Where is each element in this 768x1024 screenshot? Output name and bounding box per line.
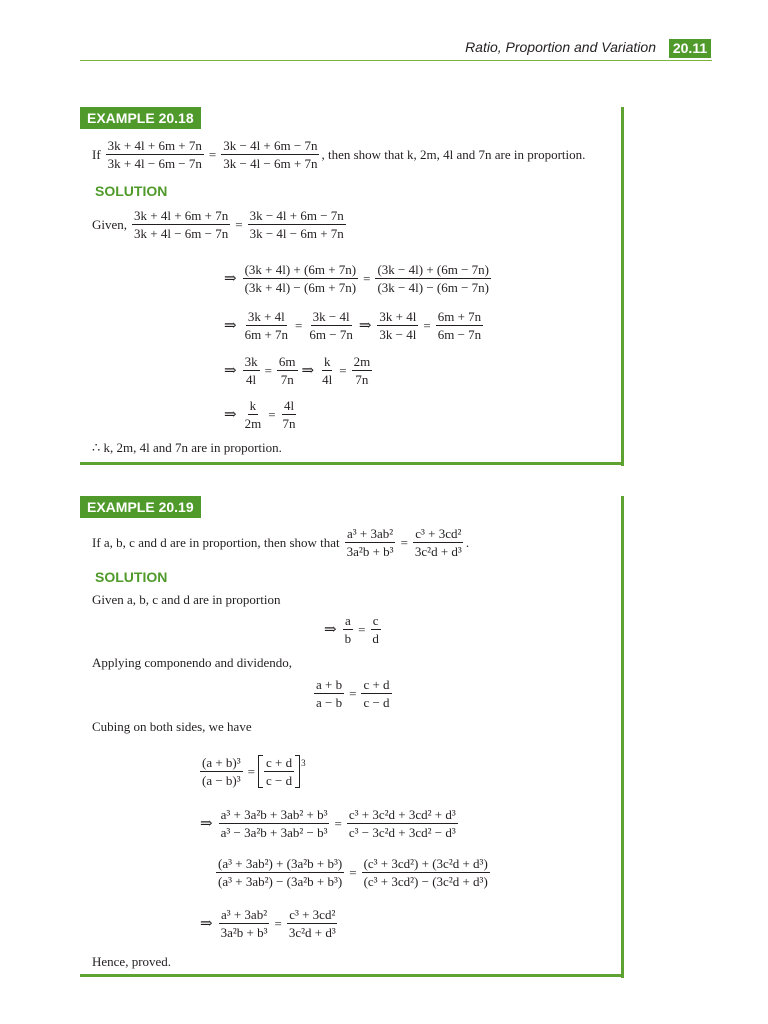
fraction — [264, 754, 294, 789]
numerator: 3k — [244, 354, 258, 369]
numerator: a³ + 3a²b + 3ab² + b³ — [220, 807, 328, 822]
numerator: (c³ + 3cd²) + (3c²d + d³) — [363, 856, 488, 871]
numerator: 3k − 4l + 6m − 7n — [249, 208, 344, 223]
fraction — [320, 353, 334, 388]
page-header — [0, 0, 768, 70]
fraction — [277, 353, 298, 388]
fraction — [307, 308, 354, 343]
implies-symbol: ⇒ — [224, 407, 237, 423]
denominator: (3k + 4l) − (6m + 7n) — [244, 280, 357, 295]
numerator: a³ + 3ab² — [220, 907, 268, 922]
step-expand — [198, 806, 460, 841]
denominator: 4l — [322, 372, 333, 387]
denominator: 6m − 7n — [309, 327, 353, 342]
equals-sign: = — [208, 146, 217, 162]
step-proportion — [322, 612, 383, 647]
cubing-text: Cubing on both sides, we have — [92, 719, 252, 734]
denominator: a − b — [316, 695, 343, 710]
numerator: 3k − 4l + 6m − 7n — [223, 138, 318, 153]
page-number: 20.11 — [669, 39, 711, 58]
numerator: a + b — [316, 677, 343, 692]
step-final — [198, 906, 340, 941]
implies-symbol: ⇒ — [324, 622, 337, 638]
numerator: k — [249, 398, 257, 413]
exponent: 3 — [301, 758, 306, 768]
denominator: 2m — [244, 416, 262, 431]
equals-sign: = — [349, 864, 357, 880]
denominator: (a³ + 3ab²) − (3a²b + b³) — [218, 874, 343, 889]
step-given — [92, 207, 348, 242]
equals-sign: = — [264, 362, 272, 378]
fraction — [436, 308, 483, 343]
step-result — [222, 397, 300, 432]
solution-heading: SOLUTION — [95, 569, 168, 585]
fraction — [132, 207, 230, 242]
fraction — [343, 612, 354, 647]
numerator: k — [323, 354, 331, 369]
numerator: 3k − 4l — [312, 309, 350, 324]
numerator: 2m — [353, 354, 371, 369]
fraction — [243, 261, 359, 296]
fraction — [281, 397, 298, 432]
implies-symbol: ⇒ — [200, 916, 213, 932]
equals-sign: = — [274, 915, 282, 931]
fraction — [221, 137, 319, 172]
denominator: 3c²d + d³ — [414, 544, 462, 559]
step-componendo — [222, 261, 493, 296]
denominator: 3k − 4l — [379, 327, 417, 342]
example-box-right-border — [621, 496, 624, 978]
equals-sign: = — [349, 685, 357, 701]
problem-tail: , then show that k, 2m, 4l and 7n are in proportion. — [321, 146, 586, 162]
fraction — [219, 806, 330, 841]
denominator: c − d — [266, 773, 293, 788]
implies-symbol: ⇒ — [224, 318, 237, 334]
fraction — [347, 806, 458, 841]
denominator: 7n — [282, 416, 296, 431]
denominator: 3k + 4l − 6m − 7n — [107, 156, 202, 171]
equals-sign: = — [358, 621, 366, 637]
fraction — [219, 906, 270, 941]
fraction — [413, 525, 464, 560]
problem-statement — [92, 137, 585, 172]
equals-sign: = — [268, 406, 276, 422]
example-box-bottom-border — [80, 462, 624, 465]
denominator: b — [344, 631, 352, 646]
numerator: 4l — [283, 398, 295, 413]
numerator: 3k + 4l — [379, 309, 417, 324]
denominator: 3k − 4l − 6m + 7n — [249, 226, 344, 241]
step-cube — [198, 754, 306, 789]
header-rule — [80, 60, 712, 61]
numerator: (3k + 4l) + (6m + 7n) — [244, 262, 357, 277]
example-label: EXAMPLE 20.18 — [80, 107, 201, 129]
implies-symbol: ⇒ — [358, 318, 372, 334]
implies-symbol: ⇒ — [224, 271, 237, 287]
fraction — [200, 754, 243, 789]
step-alternendo — [222, 353, 374, 388]
denominator: d — [372, 631, 379, 646]
implies-symbol: ⇒ — [301, 363, 315, 379]
hence-proved: Hence, proved. — [92, 954, 172, 969]
equals-sign: = — [423, 317, 431, 333]
bracket-group — [258, 754, 300, 789]
componendo-text: Applying componendo and dividendo, — [92, 655, 293, 670]
fraction — [243, 308, 290, 343]
denominator: 6m − 7n — [437, 327, 482, 342]
fraction — [243, 353, 260, 388]
fraction — [216, 855, 344, 890]
fraction — [314, 676, 344, 711]
step-group — [214, 855, 492, 890]
conclusion: ∴ k, 2m, 4l and 7n are in proportion. — [92, 440, 282, 455]
denominator: (c³ + 3cd²) − (3c²d + d³) — [363, 874, 488, 889]
numerator: c — [372, 613, 379, 628]
numerator: 6m — [278, 354, 296, 369]
given-text: Given a, b, c and d are in proportion — [92, 592, 281, 607]
fraction — [375, 261, 491, 296]
solution-heading: SOLUTION — [95, 183, 168, 199]
fraction — [362, 855, 490, 890]
denominator: 4l — [246, 372, 257, 387]
denominator: 6m + 7n — [244, 327, 289, 342]
example-box-bottom-border — [80, 974, 624, 977]
numerator: c + d — [266, 755, 293, 770]
denominator: 3k + 4l − 6m − 7n — [134, 226, 229, 241]
problem-statement — [92, 525, 469, 560]
numerator: a³ + 3ab² — [347, 526, 394, 541]
equals-sign: = — [247, 763, 256, 779]
numerator: 3k + 4l — [247, 309, 285, 324]
denominator: 3a²b + b³ — [346, 544, 394, 559]
example-label: EXAMPLE 20.19 — [80, 496, 201, 518]
denominator: 3c²d + d³ — [288, 925, 336, 940]
denominator: 7n — [355, 372, 369, 387]
numerator: (a + b)³ — [202, 755, 241, 770]
numerator: (a³ + 3ab²) + (3a²b + b³) — [218, 856, 343, 871]
running-title: Ratio, Proportion and Variation — [465, 39, 656, 55]
step-componendo — [312, 676, 394, 711]
denominator: 7n — [280, 372, 294, 387]
step-simplify — [222, 308, 485, 343]
denominator: c − d — [363, 695, 390, 710]
numerator: c³ + 3cd² — [415, 526, 462, 541]
problem-head: If a, b, c and d are in proportion, then show that — [92, 534, 340, 550]
numerator: a — [344, 613, 351, 628]
numerator: 3k + 4l + 6m + 7n — [134, 208, 229, 223]
equals-sign: = — [363, 270, 371, 286]
denominator: a³ − 3a²b + 3ab² − b³ — [220, 825, 328, 840]
problem-end: . — [465, 534, 470, 550]
fraction — [106, 137, 204, 172]
implies-symbol: ⇒ — [224, 363, 237, 379]
if-text: If — [92, 146, 101, 162]
numerator: c³ + 3cd² — [289, 907, 336, 922]
denominator: (3k − 4l) − (6m − 7n) — [377, 280, 490, 295]
fraction — [370, 612, 381, 647]
equals-sign: = — [334, 815, 342, 831]
fraction — [352, 353, 373, 388]
example-box-right-border — [621, 107, 624, 466]
equals-sign: = — [295, 317, 303, 333]
fraction — [377, 308, 418, 343]
implies-symbol: ⇒ — [200, 816, 213, 832]
equals-sign: = — [235, 216, 243, 232]
equals-sign: = — [400, 534, 408, 550]
numerator: c³ + 3c²d + 3cd² + d³ — [348, 807, 456, 822]
numerator: (3k − 4l) + (6m − 7n) — [377, 262, 490, 277]
numerator: c + d — [363, 677, 390, 692]
equals-sign: = — [339, 362, 347, 378]
given-text: Given, — [92, 216, 128, 232]
fraction — [287, 906, 338, 941]
fraction — [248, 207, 346, 242]
denominator: 3k − 4l − 6m + 7n — [223, 156, 318, 171]
denominator: c³ − 3c²d + 3cd² − d³ — [348, 825, 456, 840]
denominator: (a − b)³ — [202, 773, 241, 788]
numerator: 3k + 4l + 6m + 7n — [107, 138, 202, 153]
fraction — [243, 397, 264, 432]
fraction — [345, 525, 396, 560]
fraction — [361, 676, 391, 711]
denominator: 3a²b + b³ — [220, 925, 268, 940]
numerator: 6m + 7n — [437, 309, 482, 324]
